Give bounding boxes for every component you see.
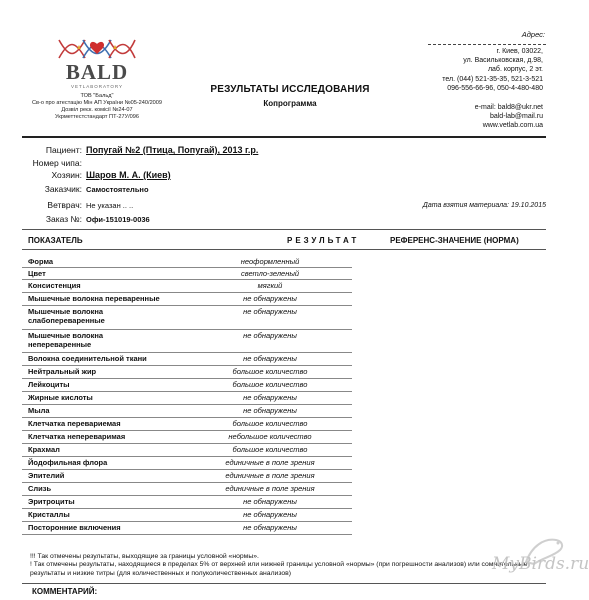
table-row <box>22 483 352 496</box>
order-label: Заказ №: <box>45 214 82 224</box>
lab-logo <box>22 36 172 89</box>
row-name: Крахмал <box>28 445 60 454</box>
patient-label: Пациент: <box>45 145 82 155</box>
website-text: www.vetlab.com.ua <box>482 122 543 130</box>
address-line: 096-556-66-96, 050-4-480-480 <box>447 84 543 92</box>
table-row <box>22 405 352 418</box>
row-result: единичные в поле зрения <box>225 484 315 493</box>
table-row <box>22 280 352 293</box>
row-name: Мышечные волокна слабопереваренные <box>28 307 105 325</box>
table-row <box>22 306 352 330</box>
watermark <box>470 528 589 598</box>
email-text: e-mail: bald8@ukr.net <box>474 104 543 111</box>
results-table <box>22 256 352 535</box>
license-line: ТОВ "Бальд" <box>80 93 114 99</box>
table-row <box>22 379 352 392</box>
address-block <box>442 47 543 93</box>
row-result: небольшое количество <box>228 432 312 441</box>
row-name: Клетчатка перевариемая <box>28 419 121 428</box>
row-name: Эпителий <box>28 471 65 480</box>
row-name: Цвет <box>28 269 46 278</box>
row-result: большое количество <box>232 419 308 428</box>
customer-row <box>22 184 149 194</box>
chip-label: Номер чипа: <box>32 158 82 168</box>
license-line: Св-о про атестацію Мін АП України №05-240/2009 <box>31 100 163 106</box>
header-divider <box>22 136 546 138</box>
row-result: большое количество <box>232 445 308 454</box>
owner-row <box>22 170 171 180</box>
address-divider <box>428 44 546 45</box>
table-row <box>22 268 352 280</box>
email-text: bald-lab@mail.ru <box>489 113 543 121</box>
vet-row <box>22 200 133 210</box>
license-line: Дозвіл реєк. комісії №24-07 <box>61 107 133 113</box>
report-title-sub: Копрограмма <box>263 99 317 108</box>
row-name: Мыла <box>28 406 50 415</box>
row-name: Мышечные волокна непереваренные <box>28 331 104 349</box>
note-line: ! Так отмечены результаты, находящиеся в пределах 5% от верхней или нижней границы условной «нормы» (при погрешности анализов) или сомнительные результаты и низкие титры (для количественных и полуколичественных анализов) <box>30 561 528 577</box>
owner-value: Шаров М. А. (Киев) <box>86 170 171 180</box>
row-result: неоформленный <box>240 257 300 266</box>
order-value: Офи-151019-0036 <box>86 215 150 224</box>
row-name: Посторонние включения <box>28 523 121 532</box>
row-result: мягкий <box>257 281 283 290</box>
table-row <box>22 392 352 405</box>
customer-label: Заказчик: <box>44 184 82 194</box>
chip-row <box>22 158 86 168</box>
license-info <box>22 93 172 121</box>
owner-label: Хозяин: <box>51 170 82 180</box>
row-name: Эритроциты <box>28 497 75 506</box>
table-row <box>22 457 352 470</box>
patient-value: Попугай №2 (Птица, Попугай), 2013 г.р. <box>86 145 259 155</box>
row-name: Волокна соединительной ткани <box>28 354 147 363</box>
legend-notes <box>30 553 546 578</box>
license-line: Укрметтестстандарт ПТ-27У/096 <box>54 114 140 120</box>
row-result: единичные в поле зрения <box>225 458 315 467</box>
table-row <box>22 366 352 379</box>
table-header-divider <box>22 249 546 250</box>
row-result: не обнаружены <box>243 406 297 415</box>
table-row <box>22 431 352 444</box>
row-name: Консистенция <box>28 281 81 290</box>
table-row <box>22 330 352 353</box>
row-result: не обнаружены <box>243 510 297 519</box>
results-table-header <box>22 233 546 247</box>
header-indicator: ПОКАЗАТЕЛЬ <box>28 236 83 245</box>
row-result: не обнаружены <box>243 354 297 363</box>
row-result: не обнаружены <box>243 523 297 532</box>
address-line: г. Киев, 03022, <box>496 48 543 55</box>
address-heading: Адрес: <box>521 30 545 39</box>
comment-label: КОММЕНТАРИЙ: <box>32 587 98 596</box>
vet-label: Ветврач: <box>47 200 82 210</box>
row-result: не обнаружены <box>243 393 297 402</box>
logo-name: BALD <box>65 60 129 84</box>
contacts-block <box>475 103 543 131</box>
address-line: лаб. корпус, 2 эт. <box>487 66 543 74</box>
row-result: большое количество <box>232 380 308 389</box>
row-result: не обнаружены <box>243 331 297 340</box>
notes-divider <box>22 583 546 584</box>
logo-subtitle: VETLABORATORY <box>70 84 123 89</box>
address-line: ул. Васильковская, д.98, <box>463 57 543 65</box>
dna-helix-icon <box>57 36 137 62</box>
note-line: !!! Так отмечены результаты, выходящие за границы условной «нормы». <box>30 553 259 560</box>
row-result: не обнаружены <box>243 307 297 316</box>
sample-date: Дата взятия материала: 19.10.2015 <box>422 202 546 209</box>
table-row <box>22 293 352 306</box>
patient-row <box>22 145 258 155</box>
row-name: Мышечные волокна переваренные <box>28 294 160 303</box>
row-name: Йодофильная флора <box>28 458 108 467</box>
row-result: светло-зеленый <box>240 269 300 278</box>
row-name: Кристаллы <box>28 510 70 519</box>
header-result: РЕЗУЛЬТАТ <box>287 236 360 245</box>
row-name: Жирные кислоты <box>28 393 93 402</box>
table-row <box>22 470 352 483</box>
vet-value: Не указан .. .. <box>86 201 134 210</box>
report-title <box>190 84 390 108</box>
row-result: единичные в поле зрения <box>225 471 315 480</box>
table-row <box>22 444 352 457</box>
report-title-main: РЕЗУЛЬТАТЫ ИССЛЕДОВАНИЯ <box>210 84 370 95</box>
table-row <box>22 418 352 431</box>
row-name: Лейкоциты <box>28 380 70 389</box>
row-result: не обнаружены <box>243 294 297 303</box>
table-row <box>22 522 352 535</box>
table-row <box>22 256 352 268</box>
customer-value: Самостоятельно <box>86 185 149 194</box>
address-line: тел. (044) 521-35-35, 521-3-521 <box>442 75 543 83</box>
row-result: не обнаружены <box>243 497 297 506</box>
row-name: Форма <box>28 257 54 266</box>
header-reference: РЕФЕРЕНС-ЗНАЧЕНИЕ (НОРМА) <box>390 236 519 245</box>
order-row <box>22 214 150 224</box>
row-name: Нейтральный жир <box>28 367 97 376</box>
watermark-text: MyBirds.ru <box>492 554 589 574</box>
table-row <box>22 509 352 522</box>
row-name: Клетчатка непереваримая <box>28 432 126 441</box>
row-result: большое количество <box>232 367 308 376</box>
table-row <box>22 353 352 366</box>
table-row <box>22 496 352 509</box>
row-name: Слизь <box>28 484 52 493</box>
info-divider <box>22 229 546 230</box>
